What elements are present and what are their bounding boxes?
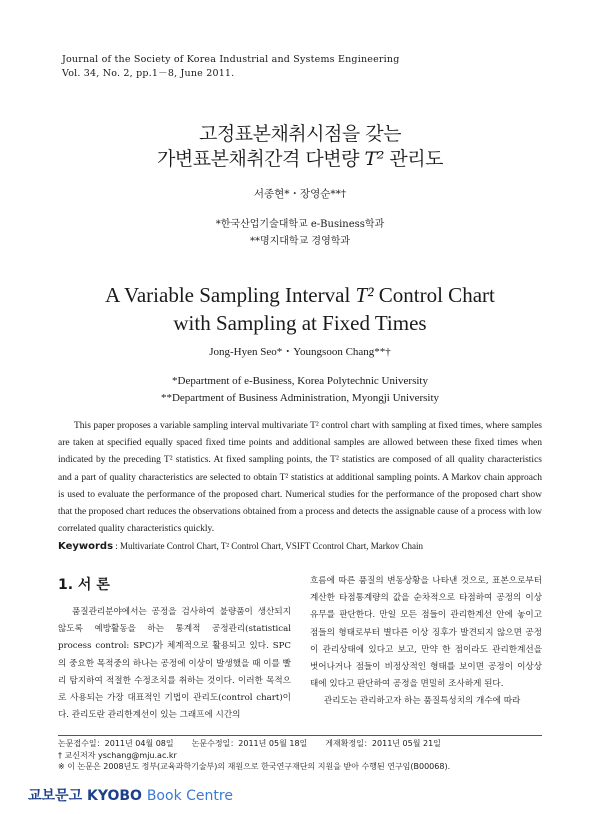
english-title xyxy=(0,281,600,337)
revised-date: 논문수정일：2011년 05월 18일 xyxy=(191,739,308,748)
journal-volume: Vol. 34, No. 2, pp.1－8, June 2011. xyxy=(62,68,235,79)
section-heading: 1. 서 론 xyxy=(58,577,110,593)
english-authors: Jong-Hyen Seo*・Youngsoon Chang**† xyxy=(209,346,391,358)
abstract: This paper proposes a variable sampling interval multivariate T² control chart with sampling at fixed times, where samples are taken at specified equally spaced fixed time points and additional samples are allowed between these fixed times when indicated by the preceding T² statistics. At fixed sampling points, the T² statistics are composed of all quality characteristics and a part of quality characteristics are selected to obtain T² statistics at additional sampling points. A Markov chain approach is used to evaluate the performance of the proposed chart. Numerical studies for the performance of the proposed chart show that the proposed chart reduces the observations obtained from a process and detects the assignable cause of a process with low correlated quality characteristics quickly. xyxy=(58,421,542,535)
received-date: 논문접수일：2011년 04월 08일 xyxy=(58,739,174,748)
logo-korean: 교보문고 xyxy=(28,788,83,804)
korean-title-line2-end: 관리도 xyxy=(383,148,443,170)
korean-title xyxy=(0,122,600,172)
funding-note: ※ 이 논문은 2008년도 정부(교육과학기술부)의 재원으로 한국연구재단의 지원을 받아 수행된 연구임(B00068). xyxy=(58,762,451,771)
korean-title-line1: 고정표본채취시점을 갖는 xyxy=(199,123,401,145)
english-title-line1-start: A Variable Sampling Interval xyxy=(105,283,356,307)
logo-english: KYOBO xyxy=(86,788,142,804)
kyobo-logo xyxy=(28,785,233,805)
korean-affiliations xyxy=(0,216,600,250)
footnote-divider xyxy=(58,735,542,736)
english-title-line2: with Sampling at Fixed Times xyxy=(173,311,427,335)
footnotes xyxy=(58,738,450,773)
body-column-left: 품질관리분야에서는 공정을 검사하여 불량품이 생산되지 않도록 예방활동을 하는 통계적 공정관리(statistical process control: SPC)가 체계적으로 활용되고 있다. SPC의 중요한 목적중의 하나는 공정에 이상이 발생했을 때 이를 빨리 탐지하여 적절한 수정조치를 취하는 것이다. 이러한 목적으로 사용되는 가장 대표적인 기법이 관리도(control chart)이다. 관리도란 관리한계선이 있는 그래프에 시간의 xyxy=(58,607,291,721)
keywords-label: Keywords xyxy=(58,541,114,552)
t2-symbol: T² xyxy=(364,148,384,170)
english-affiliation-1: *Department of e-Business, Korea Polytechnic University xyxy=(172,375,428,387)
english-title-line1-end: Control Chart xyxy=(373,283,495,307)
journal-name: Journal of the Society of Korea Industrial and Systems Engineering xyxy=(62,54,400,65)
english-affiliations xyxy=(0,373,600,407)
korean-authors: 서종현*・장영순**† xyxy=(253,188,347,200)
logo-suffix: Book Centre xyxy=(146,788,233,804)
korean-title-line2-start: 가변표본채취간격 다변량 xyxy=(157,148,365,170)
english-affiliation-2: **Department of Business Administration, Myongji University xyxy=(160,392,440,404)
journal-header xyxy=(62,53,400,81)
keywords-text: : Multivariate Control Chart, T² Control Chart, VSIFT Ccontrol Chart, Markov Chain xyxy=(113,541,423,551)
body-column-right xyxy=(310,573,542,711)
corresponding-author: † 교신저자 yschang@mju.ac.kr xyxy=(58,750,177,760)
submission-dates xyxy=(58,738,450,750)
korean-affiliation-1: *한국산업기술대학교 e-Business학과 xyxy=(215,219,385,230)
t2-symbol: T² xyxy=(355,283,374,307)
accepted-date: 게재확정일：2011년 05월 21일 xyxy=(325,739,441,748)
keywords xyxy=(58,541,423,552)
korean-title-line2 xyxy=(0,147,600,172)
body-paragraph: 흐름에 따른 품질의 변동상황을 나타낸 것으로, 표본으로부터 계산한 타점통계량의 값을 순차적으로 타점하여 공정의 이상유무를 판단한다. 만일 모든 점들이 관리한계선 안에 놓이고 점들의 형태로부터 별다른 이상 징후가 발견되지 않으면 공정이 관리상태에 있다고 보고, 만약 한 점이라도 관리한계선을 벗어나거나 점들이 비정상적인 형태를 보이면 공정이 이상상태에 있다고 판단하여 공정을 면밀히 조사하게 된다. xyxy=(310,576,542,690)
korean-affiliation-2: **명지대학교 경영학과 xyxy=(249,236,351,247)
english-title-line1 xyxy=(0,281,600,309)
body-paragraph: 관리도는 관리하고자 하는 품질특성치의 개수에 따라 xyxy=(324,696,521,707)
